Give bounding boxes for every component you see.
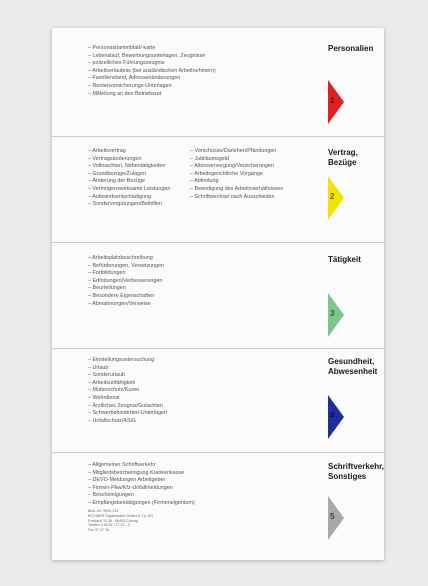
heading-line: Tätigkeit <box>328 255 361 264</box>
section-items-col1 <box>88 255 164 308</box>
list-item: – DEVO-Meldungen Arbeitgeber <box>88 477 166 484</box>
list-item: – Änderung der Bezüge <box>88 178 145 185</box>
list-item: – Grundbezüge/Zulagen <box>88 170 147 177</box>
list-item: – Arbeitsgerichtliche Vorgänge <box>190 170 263 177</box>
section-gesundheit-abwesenheit <box>52 348 384 452</box>
register-tab-1[interactable] <box>328 80 345 124</box>
tab-number: 2 <box>330 192 335 201</box>
publisher-imprint <box>88 509 153 533</box>
list-item: – Abfindung <box>190 178 219 185</box>
register-tab-2[interactable] <box>328 176 345 220</box>
list-item: – Schriftwechsel nach Ausscheiden <box>190 193 275 200</box>
list-item: – Sonderurlaub <box>88 372 125 379</box>
list-item: – Arbeitsplatzbeschreibung <box>88 255 153 261</box>
list-item: – Familienstand, Adressenänderungen <box>88 75 181 82</box>
list-item: – Wehrdienst <box>88 394 120 401</box>
list-item: – Bescheinigungen <box>88 492 134 499</box>
list-item: – Vermögenswirksame Leistungen <box>88 185 171 192</box>
section-taetigkeit <box>52 242 384 348</box>
list-item: – Schwerbehinderten-Unterlagen <box>88 410 168 417</box>
list-item: – Arbeitsvertrag <box>88 148 126 154</box>
heading-line: Personalien <box>328 44 374 53</box>
list-item: – Beförderungen, Versetzungen <box>88 262 165 269</box>
list-item: – Fortbildungen <box>88 270 126 277</box>
list-item: – Empfangsbestätigungen (Firmeneigentum) <box>88 499 195 506</box>
section-heading <box>328 148 358 167</box>
list-item: – Aufwandsentschädigung <box>88 193 151 200</box>
section-heading <box>328 357 377 376</box>
tab-number: 4 <box>330 411 335 420</box>
list-item: – Arbeitserlaubnis (bei ausländischen Arbeitnehmern) <box>88 67 216 74</box>
list-item: – Unfallschutz/ASiG <box>88 417 136 424</box>
list-item: – Mitgliedsbescheinigung Krankenkasse <box>88 469 185 476</box>
section-schriftverkehr-sonstiges <box>52 452 384 560</box>
list-item: – Personalstammblatt/-karte <box>88 45 156 51</box>
list-item: – Altersversorgung/Versicherungen <box>190 163 274 170</box>
heading-line: Abwesenheit <box>328 366 378 376</box>
register-tab-5[interactable] <box>328 496 345 540</box>
imprint-line: Best.-Nr. 9039-133 <box>88 509 119 513</box>
list-item: – Vollmachten, Nebentätigkeiten <box>88 163 166 170</box>
imprint-line: Fax 27 07 39 <box>88 528 109 533</box>
list-item: – Erfindungen/Verbesserungen <box>88 277 163 284</box>
heading-line: Schriftverkehr, <box>328 462 385 471</box>
list-item: – Mitteilung an den Betriebsrat <box>88 90 162 97</box>
tab-number: 5 <box>330 512 335 521</box>
list-item: – Urlaub <box>88 364 109 371</box>
list-item: – Abmahnungen/Verweise <box>88 300 151 307</box>
list-item: – Lebenslauf, Bewerbungsunterlagen, Zeugnisse <box>88 52 206 59</box>
section-vertrag-bezuege <box>52 136 384 242</box>
section-heading <box>328 255 361 265</box>
list-item: – Beurteilungen <box>88 285 126 292</box>
list-item: – Mutterschutz/Kuren <box>88 387 140 394</box>
section-items-col1 <box>88 462 195 508</box>
register-tab-4[interactable] <box>328 395 345 439</box>
list-item: – Firmen-Pkw/Kfz-Unfallmeldungen <box>88 484 173 491</box>
section-items-col1 <box>88 45 216 98</box>
list-item: – Jubiläumsgeld <box>190 155 229 162</box>
heading-line: Bezüge <box>328 157 357 167</box>
section-heading <box>328 44 373 54</box>
list-item: – Vorschüsse/Darlehen/Pfändungen <box>190 148 277 154</box>
imprint-line: Postfach 10 36 · 96405 Coburg <box>88 518 138 523</box>
register-tab-3[interactable] <box>328 293 345 337</box>
list-item: – Sondervergütungen/Beihilfen <box>88 201 163 208</box>
tab-number: 1 <box>330 96 335 105</box>
list-item: – Ärztliches Zeugnis/Gutachten <box>88 402 163 409</box>
section-items-col2 <box>190 148 283 201</box>
personnel-file-index-sheet <box>52 28 384 560</box>
heading-line: Gesundheit, <box>328 357 375 366</box>
list-item: – Arbeitsunfähigkeit <box>88 379 136 386</box>
heading-line: Vertrag, <box>328 148 358 157</box>
imprint-line: Telefon 0 95 61 / 77 07 - 0 <box>88 523 130 528</box>
list-item: – Rentenversicherungs-Unterlagen <box>88 82 172 89</box>
list-item: – Allgemeiner Schriftverkehr <box>88 462 156 468</box>
list-item: – Beendigung des Arbeitsverhältnisses <box>190 185 283 192</box>
imprint-line: EICHNER Organisation GmbH & Co. KG <box>88 513 154 518</box>
tab-number: 3 <box>330 309 335 318</box>
section-items-col1 <box>88 357 167 425</box>
section-heading <box>328 462 384 481</box>
list-item: – Einstellungsuntersuchung <box>88 357 155 363</box>
section-personalien <box>52 28 384 136</box>
list-item: – polizeiliches Führungszeugnis <box>88 60 165 67</box>
section-items-col1 <box>88 148 170 209</box>
list-item: – Vertragsänderungen <box>88 155 142 162</box>
list-item: – Besondere Eigenschaften <box>88 292 155 299</box>
heading-line: Sonstiges <box>328 471 367 481</box>
